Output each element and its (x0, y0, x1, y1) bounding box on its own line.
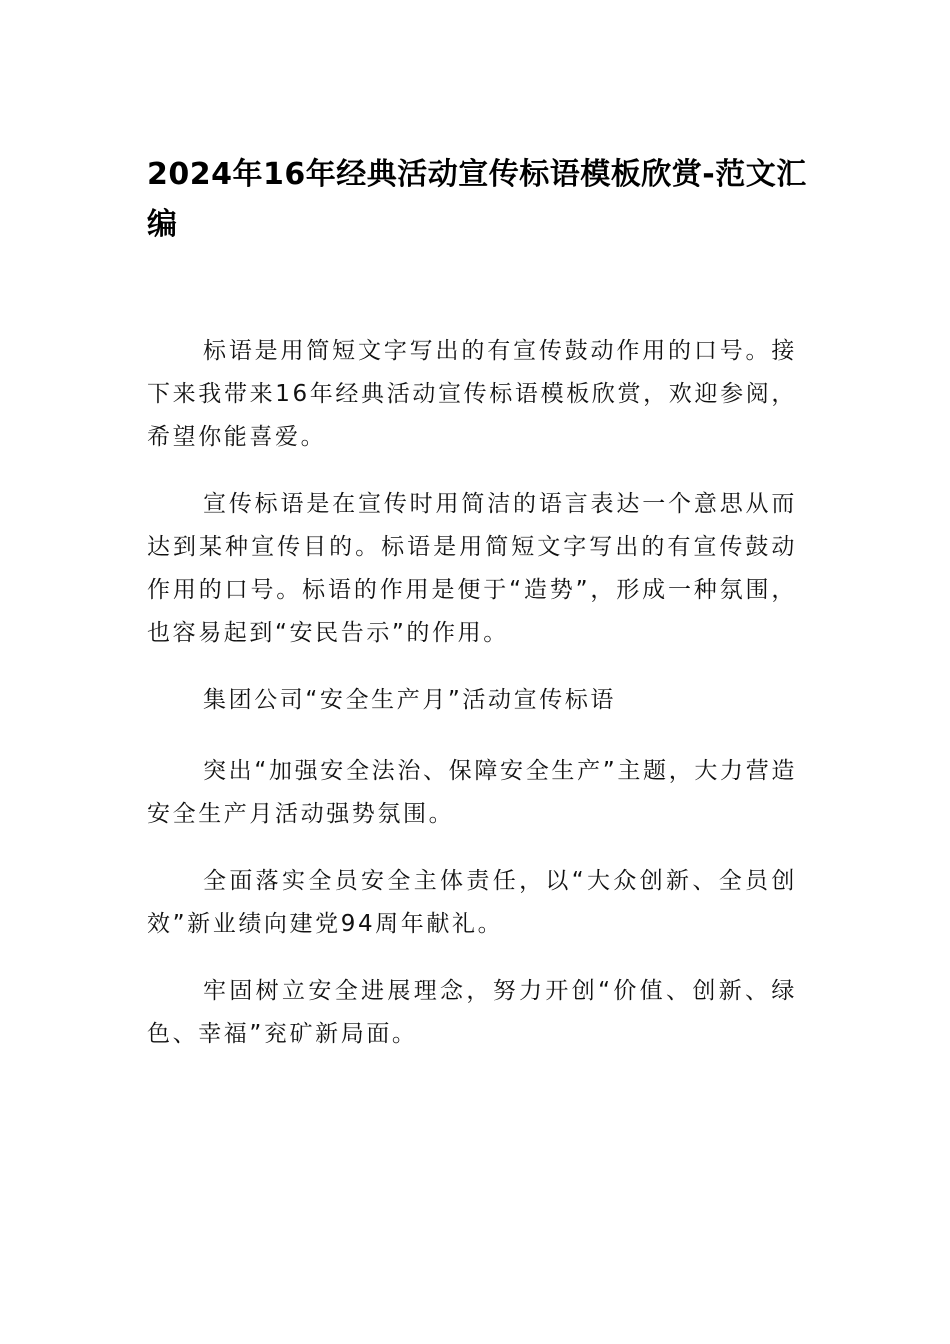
section-heading: 集团公司“安全生产月”活动宣传标语 (203, 687, 617, 713)
document-title: 2024年16年经典活动宣传标语模板欣赏-范文汇编 (147, 157, 807, 242)
definition-paragraph: 宣传标语是在宣传时用简洁的语言表达一个意思从而达到某种宣传目的。标语是用简短文字写出的有宣传鼓动作用的口号。标语的作用是便于“造势”，形成一种氛围，也容易起到“安民告示”的作用。 (147, 491, 797, 646)
intro-paragraph: 标语是用简短文字写出的有宣传鼓动作用的口号。接下来我带来16年经典活动宣传标语模板欣赏，欢迎参阅，希望你能喜爱。 (147, 338, 797, 450)
slogan-paragraph: 全面落实全员安全主体责任，以“大众创新、全员创效”新业绩向建党94周年献礼。 (147, 868, 797, 937)
slogan-paragraph: 牢固树立安全进展理念，努力开创“价值、创新、绿色、幸福”兖矿新局面。 (147, 978, 797, 1047)
document-body (147, 330, 797, 1080)
slogan-paragraph: 突出“加强安全法治、保障安全生产”主题，大力营造安全生产月活动强势氛围。 (147, 758, 797, 827)
